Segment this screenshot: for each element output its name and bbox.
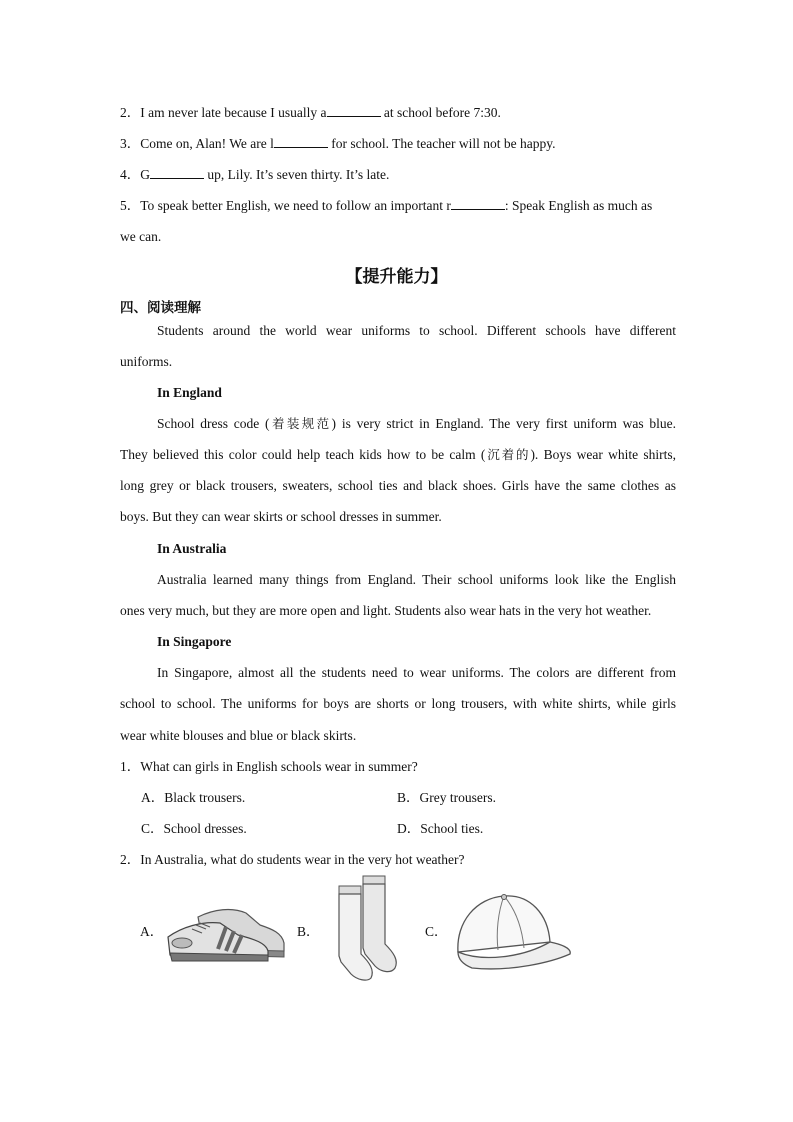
- exercise-q5: 5．To speak better English, we need to follow an important r : Speak English as much as: [120, 198, 653, 213]
- passage-singapore-line: school to school. The uniforms for boys are shorts or long trousers, with white shirts, while girls: [120, 696, 676, 711]
- question-2: 2．In Australia, what do students wear in the very hot weather?: [120, 852, 465, 867]
- passage-england-line: School dress code (着装规范) is very strict in England. The very first uniform was blue.: [157, 416, 676, 431]
- cap-icon[interactable]: [452, 892, 574, 974]
- passage-england-line: They believed this color could help teach kids how to be calm (沉着的). Boys wear white shirts,: [120, 447, 676, 462]
- option-a-label[interactable]: A．: [140, 924, 164, 939]
- passage-intro-line: uniforms.: [120, 354, 173, 369]
- option-b-label[interactable]: B．: [297, 924, 320, 939]
- sneakers-icon[interactable]: [162, 905, 288, 963]
- passage-australia-line: ones very much, but they are more open and light. Students also wear hats in the very hot weather.: [120, 603, 652, 618]
- passage-intro-line: Students around the world wear uniforms to school. Different schools have different: [157, 323, 676, 338]
- subheading-australia: In Australia: [157, 541, 227, 556]
- option-a[interactable]: A．Black trousers.: [141, 790, 246, 805]
- answer-blank[interactable]: [150, 166, 204, 179]
- passage-singapore-line: wear white blouses and blue or black skirts.: [120, 728, 357, 743]
- subheading-singapore: In Singapore: [157, 634, 232, 649]
- passage-australia-line: Australia learned many things from England. Their school uniforms look like the English: [157, 572, 676, 587]
- question-1: 1．What can girls in English schools wear in summer?: [120, 759, 418, 774]
- exercise-q5-continuation: we can.: [120, 229, 162, 244]
- exercise-q2: 2．I am never late because I usually a at school before 7:30.: [120, 105, 501, 120]
- passage-singapore-line: In Singapore, almost all the students need to wear uniforms. The colors are different from: [157, 665, 676, 680]
- answer-blank[interactable]: [327, 104, 381, 117]
- exercise-q4: 4．G up, Lily. It’s seven thirty. It’s late.: [120, 167, 390, 182]
- answer-blank[interactable]: [274, 135, 328, 148]
- section-title: 四、阅读理解: [120, 300, 201, 316]
- exercise-q3: 3．Come on, Alan! We are l for school. The teacher will not be happy.: [120, 136, 556, 151]
- answer-blank[interactable]: [451, 197, 505, 210]
- socks-icon[interactable]: [333, 874, 405, 982]
- section-heading: 【提升能力】: [345, 267, 448, 287]
- option-d[interactable]: D．School ties.: [397, 821, 484, 836]
- option-b[interactable]: B．Grey trousers.: [397, 790, 496, 805]
- subheading-england: In England: [157, 385, 222, 400]
- option-c[interactable]: C．School dresses.: [141, 821, 247, 836]
- passage-england-line: boys. But they can wear skirts or school dresses in summer.: [120, 509, 442, 524]
- option-c-label[interactable]: C．: [425, 924, 448, 939]
- passage-england-line: long grey or black trousers, sweaters, school ties and black shoes. Girls have the same clothes as: [120, 478, 676, 493]
